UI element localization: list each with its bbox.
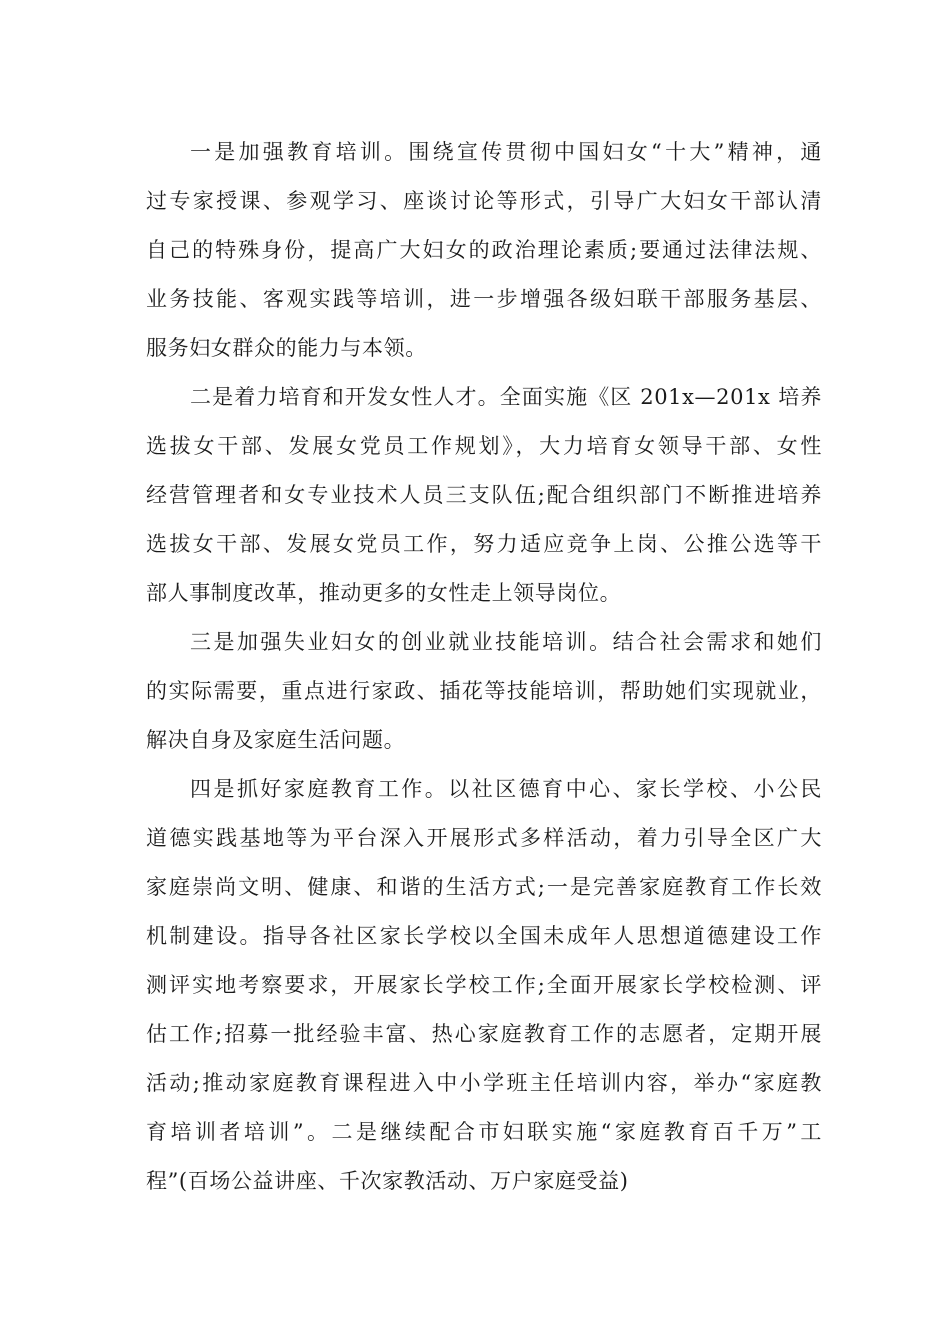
text-line: 部人事制度改革，推动更多的女性走上领导岗位。 (146, 581, 622, 605)
text-line: 程”(百场公益讲座、千次家教活动、万户家庭受益) (146, 1169, 629, 1193)
paragraph-employment-training (146, 618, 822, 765)
text-line: 选拔女干部、发展女党员工作规划》，大力培育女领导干部、女性 (146, 434, 822, 458)
text-line: 三是加强失业妇女的创业就业技能培训。结合社会需求和她们 (190, 630, 822, 654)
text-line: 四是抓好家庭教育工作。以社区德育中心、家长学校、小公民 (190, 777, 822, 801)
text-line: 道德实践基地等为平台深入开展形式多样活动，着力引导全区广大 (146, 826, 822, 850)
text-line: 机制建设。指导各社区家长学校以全国未成年人思想道德建设工作 (146, 924, 822, 948)
text-line: 解决自身及家庭生活问题。 (146, 728, 406, 752)
text-line: 过专家授课、参观学习、座谈讨论等形式，引导广大妇女干部认清 (146, 189, 822, 213)
text-line: 选拔女干部、发展女党员工作，努力适应竞争上岗、公推公选等干 (146, 532, 822, 556)
text-line: 自己的特殊身份，提高广大妇女的政治理论素质;要通过法律法规、 (146, 238, 822, 262)
text-line: 业务技能、客观实践等培训，进一步增强各级妇联干部服务基层、 (146, 287, 822, 311)
text-line: 估工作;招募一批经验丰富、热心家庭教育工作的志愿者，定期开展 (146, 1022, 822, 1046)
text-line: 活动;推动家庭教育课程进入中小学班主任培训内容，举办“家庭教 (146, 1071, 822, 1095)
text-line: 测评实地考察要求，开展家长学校工作;全面开展家长学校检测、评 (146, 973, 822, 997)
paragraph-family-education (146, 765, 822, 1206)
text-line: 家庭崇尚文明、健康、和谐的生活方式;一是完善家庭教育工作长效 (146, 875, 822, 899)
text-line: 二是着力培育和开发女性人才。全面实施《区 201x—201x 培养 (190, 385, 822, 409)
text-line: 的实际需要，重点进行家政、插花等技能培训，帮助她们实现就业， (146, 679, 822, 703)
text-line: 服务妇女群众的能力与本领。 (146, 336, 427, 360)
document-body (146, 128, 822, 1206)
paragraph-education-training (146, 128, 822, 373)
text-line: 经营管理者和女专业技术人员三支队伍;配合组织部门不断推进培养 (146, 483, 822, 507)
text-line: 一是加强教育培训。围绕宣传贯彻中国妇女“十大”精神，通 (190, 140, 822, 164)
paragraph-female-talent (146, 373, 822, 618)
text-line: 育培训者培训”。二是继续配合市妇联实施“家庭教育百千万”工 (146, 1120, 822, 1144)
